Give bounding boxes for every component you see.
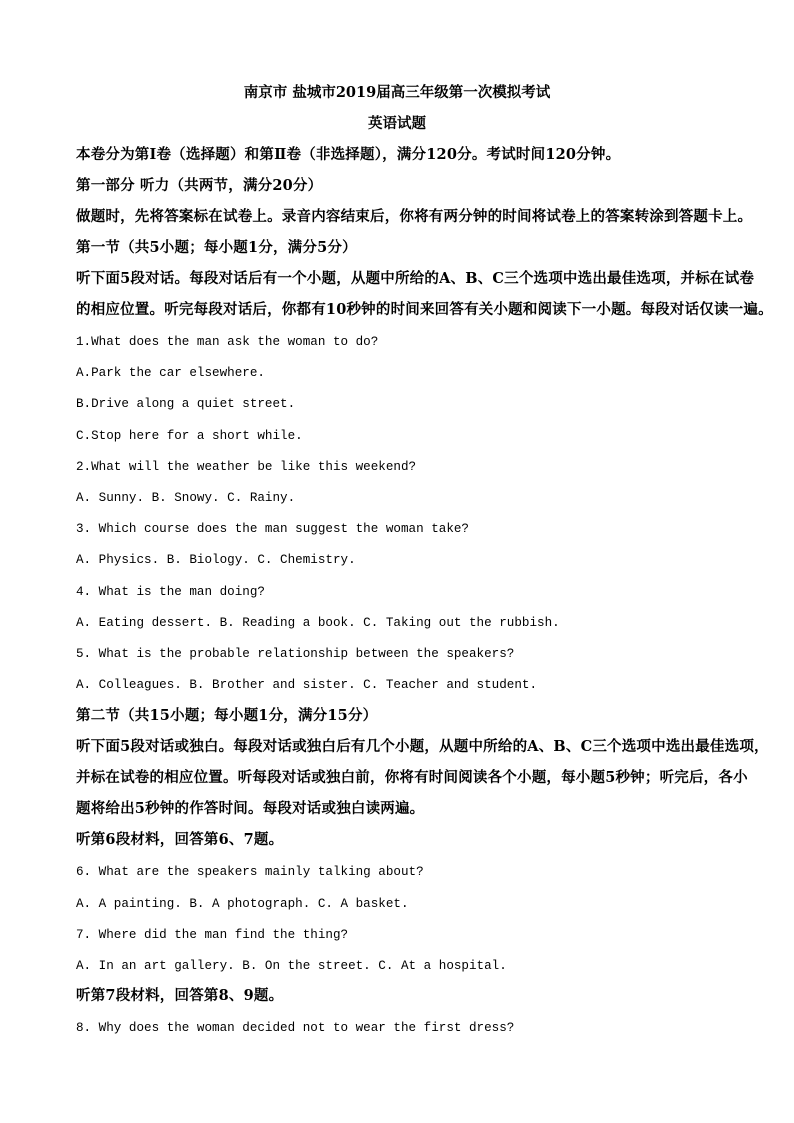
material-7-heading: 听第7段材料，回答第8、9题。	[76, 987, 284, 1004]
exam-title: 南京市 盐城市2019届高三年级第一次模拟考试	[243, 84, 551, 101]
exam-intro: 本卷分为第Ⅰ卷（选择题）和第Ⅱ卷（非选择题），满分120分。考试时间120分钟。	[76, 146, 621, 163]
section1-heading: 第一节（共5小题；每小题1分，满分5分）	[76, 239, 357, 256]
section2-heading: 第二节（共15小题；每小题1分，满分15分）	[76, 707, 378, 724]
question-3-options: A. Physics. B. Biology. C. Chemistry.	[76, 553, 356, 567]
question-7: 7. Where did the man find the thing?	[76, 928, 349, 942]
section2-instruction-line3: 题将给出5秒钟的作答时间。每段对话或独白读两遍。	[76, 800, 425, 817]
question-1-option-a: A.Park the car elsewhere.	[76, 366, 265, 380]
question-4-options: A. Eating dessert. B. Reading a book. C. Taking out the rubbish.	[76, 616, 560, 630]
part1-instruction: 做题时，先将答案标在试卷上。录音内容结束后，你将有两分钟的时间将试卷上的答案转涂到答题卡上。	[76, 208, 753, 225]
question-4: 4. What is the man doing?	[76, 585, 265, 599]
section2-instruction-line1: 听下面5段对话或独白。每段对话或独白后有几个小题，从题中所给的A、B、C三个选项中选出最佳选项，	[76, 738, 769, 755]
material-6-heading: 听第6段材料，回答第6、7题。	[76, 831, 284, 848]
question-5-options: A. Colleagues. B. Brother and sister. C. Teacher and student.	[76, 678, 538, 692]
question-1: 1.What does the man ask the woman to do?	[76, 335, 379, 349]
question-6: 6. What are the speakers mainly talking about?	[76, 865, 424, 879]
question-2-options: A. Sunny. B. Snowy. C. Rainy.	[76, 491, 296, 505]
question-7-options: A. In an art gallery. B. On the street. C. At a hospital.	[76, 959, 507, 973]
question-1-option-b: B.Drive along a quiet street.	[76, 397, 296, 411]
section1-instruction-line2: 的相应位置。听完每段对话后，你都有10秒钟的时间来回答有关小题和阅读下一小题。每段对话仅读一遍。	[76, 301, 773, 318]
section1-instruction-line1: 听下面5段对话。每段对话后有一个小题，从题中所给的A、B、C三个选项中选出最佳选项，并标在试卷	[76, 270, 755, 287]
question-6-options: A. A painting. B. A photograph. C. A basket.	[76, 897, 409, 911]
question-1-option-c: C.Stop here for a short while.	[76, 429, 303, 443]
question-8: 8. Why does the woman decided not to wear the first dress?	[76, 1021, 515, 1035]
section2-instruction-line2: 并标在试卷的相应位置。听每段对话或独白前，你将有时间阅读各个小题，每小题5秒钟；听完后，各小	[76, 769, 748, 786]
question-5: 5. What is the probable relationship between the speakers?	[76, 647, 515, 661]
part1-heading: 第一部分 听力（共两节，满分20分）	[76, 177, 323, 194]
question-3: 3. Which course does the man suggest the woman take?	[76, 522, 469, 536]
exam-subtitle: 英语试题	[368, 115, 426, 132]
question-2: 2.What will the weather be like this weekend?	[76, 460, 417, 474]
